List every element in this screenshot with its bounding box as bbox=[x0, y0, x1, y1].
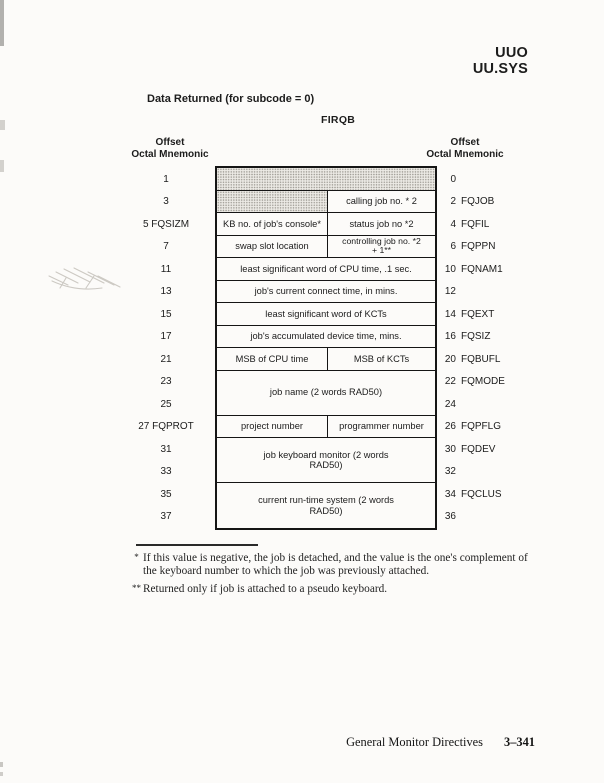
reserved-cell bbox=[217, 168, 435, 190]
offset-number: 22 bbox=[444, 376, 456, 388]
runtime-system-line1: current run-time system (2 words bbox=[258, 495, 394, 505]
cpu-lsw-cell: least significant word of CPU time, .1 sec. bbox=[240, 263, 412, 274]
footnote-2-text: Returned only if job is attached to a pseudo keyboard. bbox=[143, 583, 388, 595]
offset-number: 10 bbox=[444, 263, 456, 275]
table-row bbox=[217, 168, 435, 191]
left-offset-label: 3 bbox=[163, 196, 169, 208]
offset-number: 24 bbox=[444, 398, 456, 410]
footnote-1-marker: * bbox=[134, 552, 139, 562]
project-number-cell: project number bbox=[240, 421, 303, 431]
offset-mnemonic: FQFIL bbox=[461, 218, 490, 230]
right-offset-label bbox=[442, 461, 552, 484]
left-offset-label: 11 bbox=[160, 263, 172, 275]
kb-console-cell: KB no. of job's console* bbox=[223, 218, 321, 229]
footer-section-title: General Monitor Directives bbox=[346, 735, 484, 749]
left-offset-label: 1 bbox=[163, 173, 169, 185]
table-row bbox=[217, 371, 435, 416]
left-offset-label: 35 bbox=[160, 488, 172, 500]
offset-number: 36 bbox=[444, 511, 456, 523]
right-offset-label bbox=[442, 506, 552, 529]
offset-number: 26 bbox=[444, 421, 456, 433]
right-offset-label bbox=[442, 236, 552, 259]
status-job-cell: status job no *2 bbox=[349, 218, 414, 229]
table-row bbox=[217, 438, 435, 483]
left-offset-label: 33 bbox=[160, 466, 172, 478]
offset-number: 20 bbox=[444, 353, 456, 365]
swap-slot-cell: swap slot location bbox=[235, 241, 309, 251]
left-offset-label: 21 bbox=[160, 353, 172, 365]
right-offset-label bbox=[442, 281, 552, 304]
right-offset-label bbox=[442, 191, 552, 214]
right-offset-label bbox=[442, 393, 552, 416]
table-row bbox=[217, 281, 435, 304]
offset-mnemonic: FQSIZ bbox=[461, 331, 491, 343]
right-offset-label bbox=[442, 483, 552, 506]
chapter-header bbox=[473, 45, 528, 77]
offset-mnemonic: FQPFLG bbox=[461, 421, 502, 433]
keyboard-monitor-line2: RAD50) bbox=[309, 460, 343, 470]
offset-mnemonic: FQBUFL bbox=[461, 353, 501, 365]
left-offset-header-line2: Octal Mnemonic bbox=[131, 148, 209, 160]
kct-lsw-cell: least significant word of KCTs bbox=[265, 308, 387, 319]
table-row bbox=[217, 258, 435, 281]
right-offset-label bbox=[442, 303, 552, 326]
footnote-2-marker: ** bbox=[132, 583, 141, 593]
offset-mnemonic: FQPPN bbox=[461, 241, 496, 253]
right-offset-label bbox=[442, 371, 552, 394]
table-row bbox=[217, 303, 435, 326]
offset-number: 6 bbox=[450, 241, 456, 253]
offset-number: 32 bbox=[444, 466, 456, 478]
section-title: Data Returned (for subcode = 0) bbox=[147, 93, 315, 105]
left-offset-label: 23 bbox=[160, 376, 172, 388]
connect-time-cell: job's current connect time, in mins. bbox=[254, 286, 398, 296]
table-row bbox=[217, 213, 435, 236]
right-offset-label bbox=[442, 258, 552, 281]
left-offset-label: 13 bbox=[160, 286, 172, 298]
offset-mnemonic: FQNAM1 bbox=[461, 263, 503, 275]
left-offset-label: 31 bbox=[160, 443, 172, 455]
controlling-job-line1: controlling job no. *2 bbox=[342, 235, 421, 246]
calling-job-cell: calling job no. * 2 bbox=[346, 196, 417, 206]
scan-margin-mark bbox=[0, 120, 5, 130]
right-offset-header-line2: Octal Mnemonic bbox=[426, 148, 504, 160]
footnote-2 bbox=[130, 583, 544, 596]
table-row bbox=[217, 236, 435, 259]
offset-number: 30 bbox=[444, 443, 456, 455]
footnote-1-text: If this value is negative, the job is detached, and the value is the one's complement of the keyboard number to which the job was previously attached. bbox=[143, 552, 528, 577]
right-offset-header-line1: Offset bbox=[450, 137, 480, 148]
device-time-cell: job's accumulated device time, mins. bbox=[250, 331, 402, 341]
right-offset-label bbox=[442, 348, 552, 371]
scan-margin-mark bbox=[0, 772, 3, 776]
offset-mnemonic: FQMODE bbox=[461, 376, 505, 388]
offset-number: 14 bbox=[444, 308, 456, 320]
firqb-table bbox=[215, 166, 437, 530]
runtime-system-line2: RAD50) bbox=[309, 505, 343, 516]
offset-number: 0 bbox=[450, 173, 456, 185]
chapter-header-line1: UUO bbox=[495, 45, 528, 61]
chapter-header-line2: UU.SYS bbox=[472, 61, 528, 77]
left-offset-label: 27 FQPROT bbox=[138, 421, 194, 433]
msb-kct-cell: MSB of KCTs bbox=[353, 353, 410, 364]
footnote-rule bbox=[136, 544, 258, 546]
left-offset-label: 7 bbox=[163, 241, 169, 253]
right-offset-label bbox=[442, 438, 552, 461]
footnote-1 bbox=[130, 552, 544, 578]
offset-mnemonic: FQEXT bbox=[461, 308, 495, 320]
table-row bbox=[217, 348, 435, 371]
left-offset-label: 15 bbox=[160, 308, 172, 320]
offset-mnemonic: FQDEV bbox=[461, 443, 496, 455]
offset-mnemonic: FQCLUS bbox=[461, 488, 502, 500]
offset-number: 12 bbox=[444, 286, 456, 298]
pencil-scribble-mark bbox=[46, 258, 124, 300]
right-offset-label bbox=[442, 168, 552, 191]
runtime-system-cell bbox=[217, 483, 435, 528]
table-row bbox=[217, 191, 435, 214]
right-offset-column-header bbox=[415, 137, 515, 160]
offset-number: 16 bbox=[444, 331, 456, 343]
job-name-cell: job name (2 words RAD50) bbox=[269, 387, 383, 398]
reserved-cell bbox=[217, 191, 327, 213]
table-row bbox=[217, 416, 435, 439]
offset-number: 2 bbox=[450, 196, 456, 208]
left-offset-labels bbox=[118, 168, 214, 528]
firqb-title: FIRQB bbox=[321, 114, 356, 126]
offset-number: 4 bbox=[450, 218, 456, 230]
scan-margin-mark bbox=[0, 160, 4, 172]
keyboard-monitor-cell bbox=[217, 438, 435, 482]
left-offset-label: 17 bbox=[160, 331, 172, 343]
left-offset-label: 25 bbox=[160, 398, 172, 410]
left-offset-label: 5 FQSIZM bbox=[142, 218, 190, 230]
footer-page-number: 3–341 bbox=[504, 735, 535, 749]
offset-mnemonic: FQJOB bbox=[461, 196, 495, 208]
left-offset-header-line1: Offset bbox=[155, 137, 185, 148]
right-offset-label bbox=[442, 213, 552, 236]
scan-edge-mark bbox=[0, 0, 4, 46]
offset-number: 34 bbox=[444, 488, 456, 500]
right-offset-label bbox=[442, 326, 552, 349]
msb-cpu-cell: MSB of CPU time bbox=[235, 353, 309, 364]
controlling-job-line2: + 1** bbox=[371, 245, 392, 256]
left-offset-label: 37 bbox=[160, 511, 172, 523]
right-offset-label bbox=[442, 416, 552, 439]
table-row bbox=[217, 483, 435, 528]
table-row bbox=[217, 326, 435, 349]
programmer-number-cell: programmer number bbox=[339, 421, 424, 431]
controlling-job-cell bbox=[328, 236, 435, 258]
right-offset-labels bbox=[442, 168, 552, 528]
page-footer bbox=[346, 735, 535, 750]
scan-margin-mark bbox=[0, 762, 3, 767]
left-offset-column-header bbox=[120, 137, 220, 160]
keyboard-monitor-line1: job keyboard monitor (2 words bbox=[263, 449, 389, 460]
